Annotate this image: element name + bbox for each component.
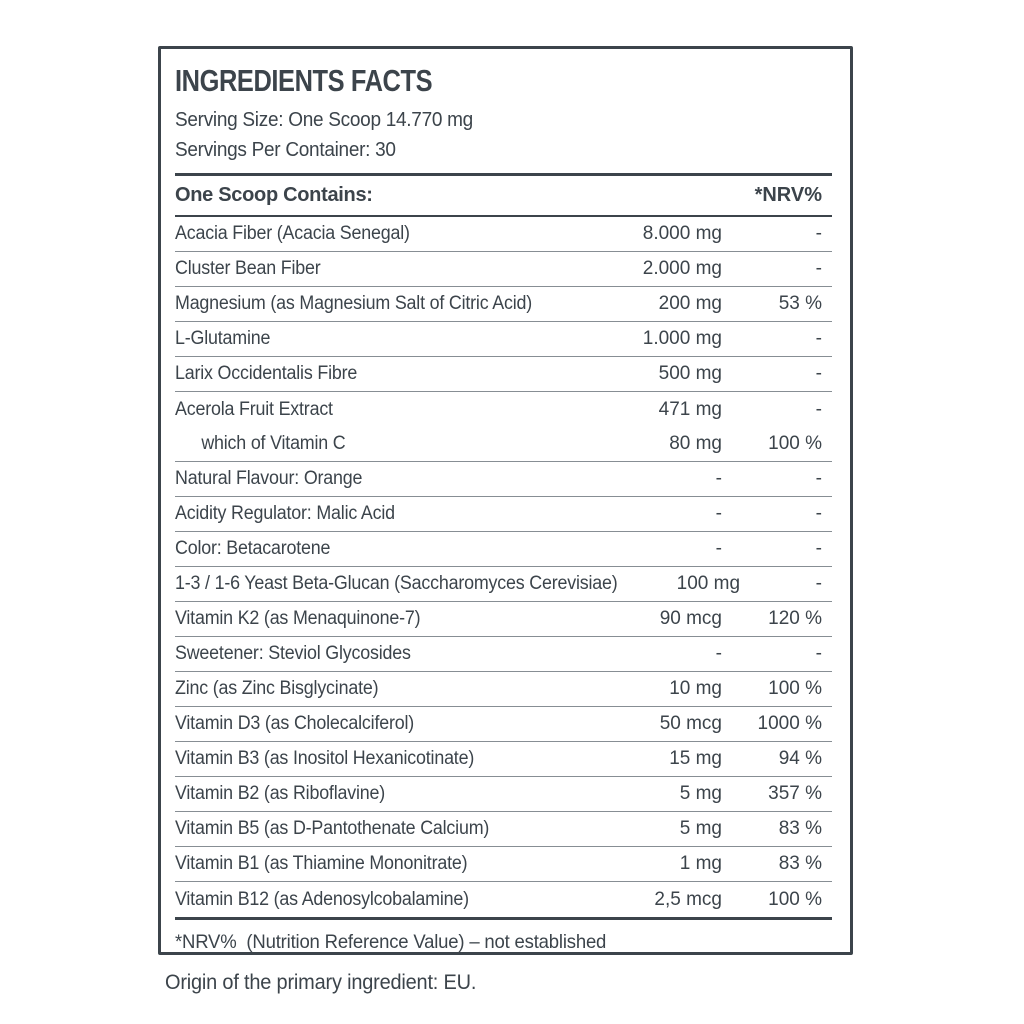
ingredient-amount: 500 mg <box>658 363 722 384</box>
table-row <box>175 602 832 637</box>
ingredient-amount: 471 mg <box>658 398 722 420</box>
ingredient-amount: 2,5 mcg <box>654 888 722 910</box>
table-row <box>175 707 832 742</box>
ingredient-nrv: 100 % <box>768 433 822 454</box>
ingredient-amount: 90 mcg <box>659 608 722 629</box>
table-header-nrv: *NRV% <box>754 184 822 206</box>
ingredient-nrv: 53 % <box>778 293 822 314</box>
ingredient-nrv: - <box>815 503 822 524</box>
ingredient-amount: - <box>715 538 722 559</box>
ingredient-nrv: 357 % <box>768 783 822 804</box>
table-row <box>175 287 832 322</box>
ingredient-name: Larix Occidentalis Fibre <box>175 363 358 384</box>
origin-note: Origin of the primary ingredient: EU. <box>165 971 477 994</box>
ingredients-facts-panel <box>158 46 853 955</box>
panel-title: INGREDIENTS FACTS <box>175 63 433 98</box>
ingredient-name: Vitamin B12 (as Adenosylcobalamine) <box>175 888 469 910</box>
ingredient-amount: 8.000 mg <box>642 223 722 244</box>
ingredient-nrv: - <box>815 398 822 420</box>
table-row <box>175 637 832 672</box>
ingredient-name: Zinc (as Zinc Bisglycinate) <box>175 678 379 699</box>
table-row <box>175 812 832 847</box>
ingredient-amount: 50 mcg <box>659 713 722 734</box>
ingredient-name: Acerola Fruit Extract <box>175 398 333 420</box>
ingredient-nrv: - <box>815 258 822 279</box>
ingredient-name: which of Vitamin C <box>201 433 346 454</box>
ingredients-table-body <box>175 217 832 917</box>
servings-per-container-line: Servings Per Container: 30 <box>175 139 396 161</box>
table-row <box>175 322 832 357</box>
ingredient-name: Vitamin D3 (as Cholecalciferol) <box>175 713 415 734</box>
ingredient-nrv: 83 % <box>778 853 822 874</box>
ingredient-name: Vitamin B5 (as D-Pantothenate Calcium) <box>175 818 490 839</box>
ingredient-amount: 15 mg <box>669 748 722 769</box>
ingredient-name: Acidity Regulator: Malic Acid <box>175 503 395 524</box>
ingredient-name: Acacia Fiber (Acacia Senegal) <box>175 223 410 244</box>
table-row <box>175 567 832 602</box>
ingredient-amount: 100 mg <box>676 573 741 594</box>
ingredient-nrv: 83 % <box>778 818 822 839</box>
ingredient-nrv: - <box>815 468 822 489</box>
ingredient-nrv: - <box>815 538 822 559</box>
ingredient-nrv: 94 % <box>778 748 822 769</box>
ingredient-amount: - <box>715 468 722 489</box>
table-row <box>175 777 832 812</box>
ingredient-amount: 10 mg <box>669 678 722 699</box>
ingredient-nrv: 100 % <box>768 678 822 699</box>
ingredient-nrv: 120 % <box>768 608 822 629</box>
ingredient-name: Vitamin B2 (as Riboflavine) <box>175 783 386 804</box>
table-row <box>175 497 832 532</box>
table-row <box>175 882 832 917</box>
table-row <box>175 847 832 882</box>
ingredient-nrv: - <box>815 643 822 664</box>
table-row <box>175 392 832 427</box>
ingredient-nrv: 100 % <box>768 888 822 910</box>
table-header-ingredient: One Scoop Contains: <box>175 184 373 206</box>
ingredient-name: Magnesium (as Magnesium Salt of Citric Acid) <box>175 293 533 314</box>
ingredient-amount: 1.000 mg <box>642 328 722 349</box>
table-row <box>175 252 832 287</box>
ingredient-amount: - <box>715 643 722 664</box>
ingredient-name: Color: Betacarotene <box>175 538 331 559</box>
ingredient-nrv: - <box>815 223 822 244</box>
ingredient-amount: 1 mg <box>679 853 722 874</box>
ingredient-name: Cluster Bean Fiber <box>175 258 321 279</box>
table-row <box>175 672 832 707</box>
ingredient-amount: 5 mg <box>679 818 722 839</box>
ingredient-amount: 2.000 mg <box>642 258 722 279</box>
ingredient-amount: 5 mg <box>679 783 722 804</box>
table-row <box>175 357 832 392</box>
ingredient-nrv: - <box>815 363 822 384</box>
ingredient-nrv: 1000 % <box>757 713 822 734</box>
table-row <box>175 427 832 462</box>
table-row <box>175 532 832 567</box>
ingredient-amount: 80 mg <box>669 433 722 454</box>
table-row <box>175 462 832 497</box>
ingredient-nrv: - <box>815 328 822 349</box>
ingredient-amount: 200 mg <box>658 293 722 314</box>
ingredient-amount: - <box>715 503 722 524</box>
footnote-row <box>175 920 832 964</box>
ingredient-name: Vitamin B3 (as Inositol Hexanicotinate) <box>175 748 475 769</box>
table-header-row <box>175 176 832 217</box>
table-row <box>175 742 832 777</box>
serving-info <box>175 105 832 165</box>
ingredient-name: Sweetener: Steviol Glycosides <box>175 643 411 664</box>
ingredient-name: Vitamin B1 (as Thiamine Mononitrate) <box>175 853 468 874</box>
ingredient-name: L-Glutamine <box>175 328 271 349</box>
serving-size-line: Serving Size: One Scoop 14.770 mg <box>175 109 473 131</box>
nrv-footnote: *NRV% (Nutrition Reference Value) – not established <box>175 930 607 953</box>
ingredient-name: 1-3 / 1-6 Yeast Beta-Glucan (Saccharomyces Cerevisiae) <box>175 573 618 594</box>
table-row <box>175 217 832 252</box>
ingredient-name: Natural Flavour: Orange <box>175 468 363 489</box>
ingredient-nrv: - <box>815 573 822 594</box>
ingredient-name: Vitamin K2 (as Menaquinone-7) <box>175 608 421 629</box>
